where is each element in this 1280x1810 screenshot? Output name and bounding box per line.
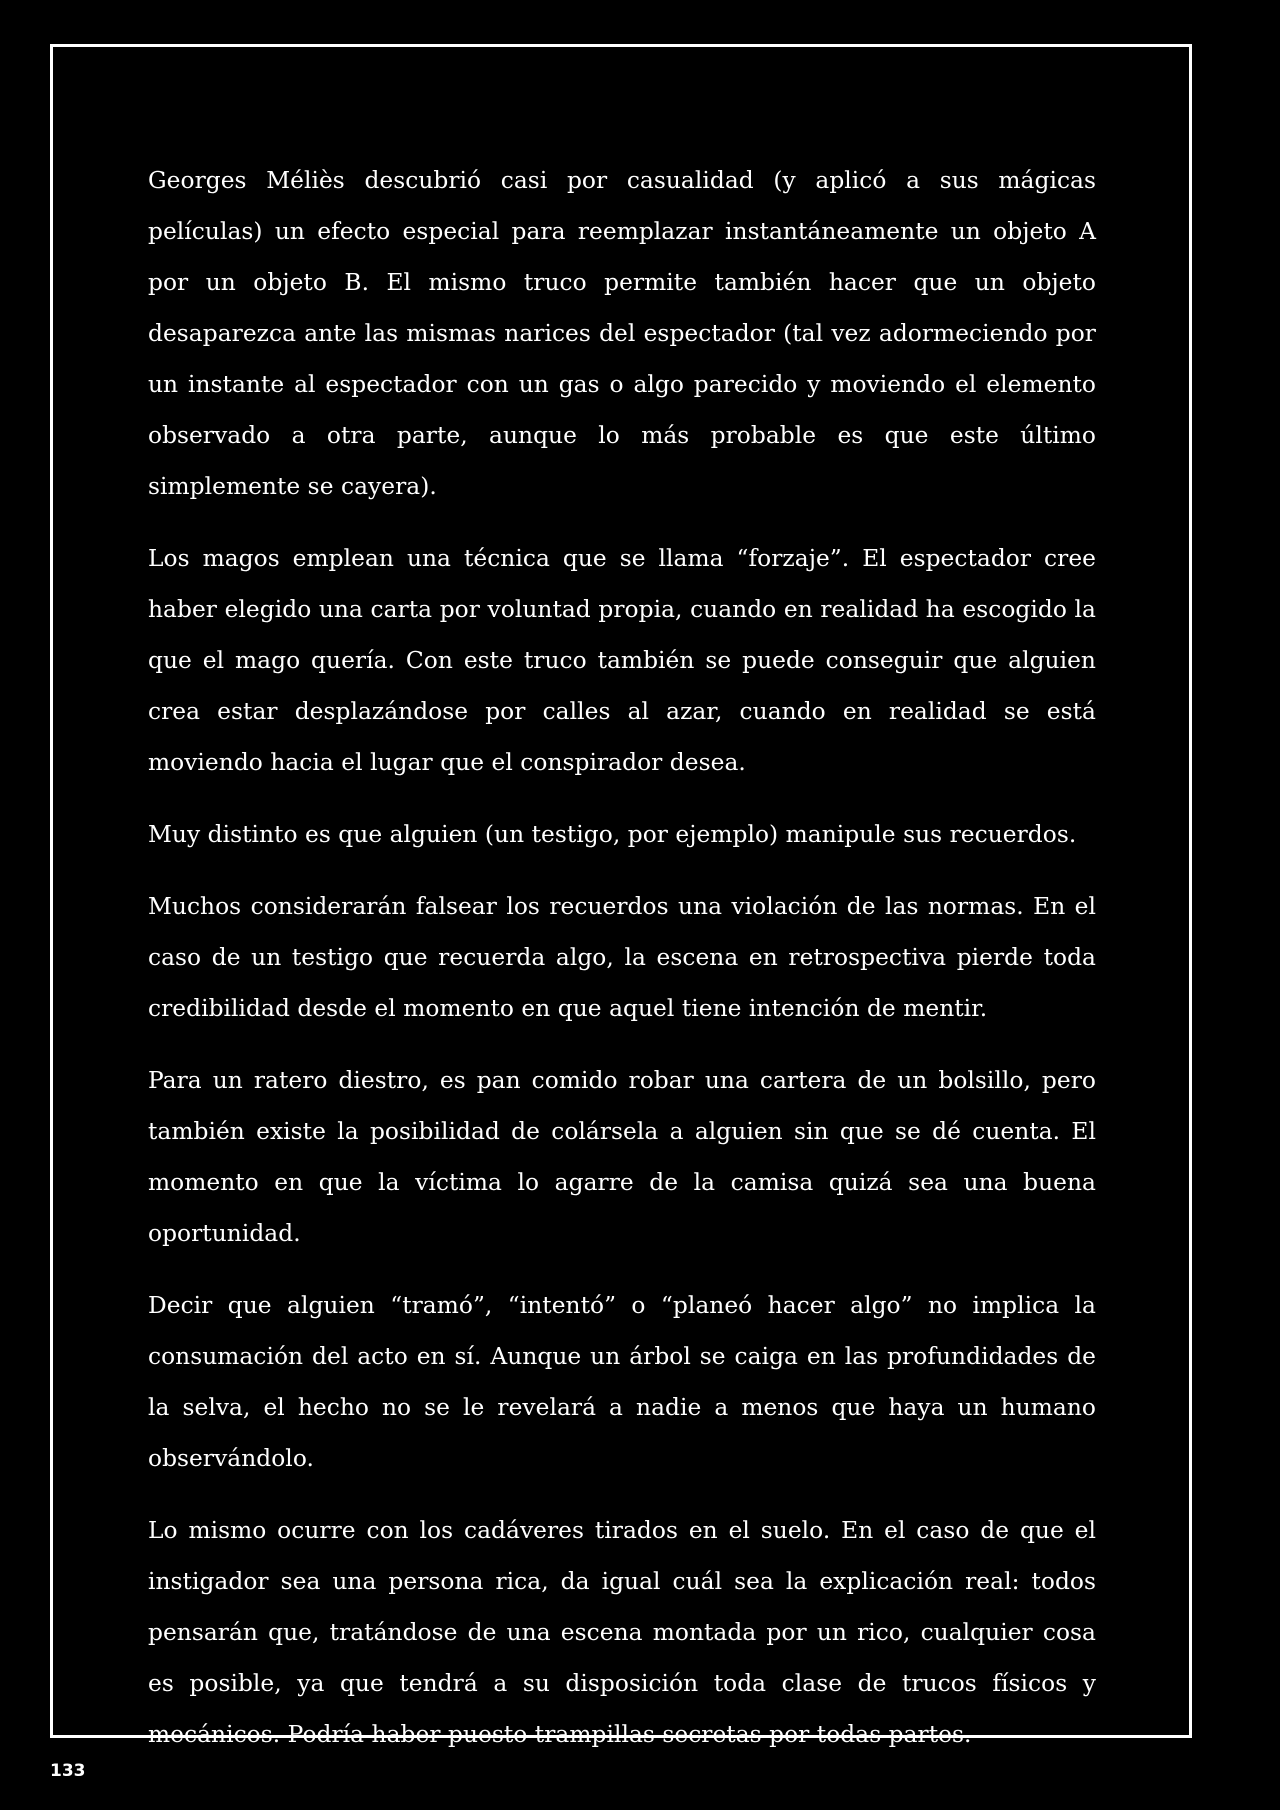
body-text: [148, 155, 1096, 1781]
paragraph-6: Decir que alguien “tramó”, “intentó” o “planeó hacer algo” no implica la consumación del acto en sí. Aunque un árbol se caiga en las profundidades de la selva, el hecho no se le revelará a nadie a menos que haya un humano observándolo.: [148, 1292, 1096, 1472]
paragraph-3: Muy distinto es que alguien (un testigo, por ejemplo) manipule sus recuerdos.: [148, 821, 1077, 848]
paragraph-2: Los magos emplean una técnica que se llama “forzaje”. El espectador cree haber elegido una carta por voluntad propia, cuando en realidad ha escogido la que el mago quería. Con este truco también se puede conseguir que alguien crea estar desplazándose por calles al azar, cuando en realidad se está moviendo hacia el lugar que el conspirador desea.: [148, 545, 1096, 776]
page-number: 133: [50, 1761, 86, 1781]
paragraph-1: Georges Méliès descubrió casi por casualidad (y aplicó a sus mágicas películas) un efecto especial para reemplazar instantáneamente un objeto A por un objeto B. El mismo truco permite también hacer que un objeto desaparezca ante las mismas narices del espectador (tal vez adormeciendo por un instante al espectador con un gas o algo parecido y moviendo el elemento observado a otra parte, aunque lo más probable es que este último simplemente se cayera).: [148, 167, 1096, 500]
paragraph-5: Para un ratero diestro, es pan comido robar una cartera de un bolsillo, pero también existe la posibilidad de colársela a alguien sin que se dé cuenta. El momento en que la víctima lo agarre de la camisa quizá sea una buena oportunidad.: [148, 1067, 1096, 1247]
paragraph-7: Lo mismo ocurre con los cadáveres tirados en el suelo. En el caso de que el instigador sea una persona rica, da igual cuál sea la explicación real: todos pensarán que, tratándose de una escena montada por un rico, cualquier cosa es posible, ya que tendrá a su disposición toda clase de trucos físicos y mecánicos. Podría haber puesto trampillas secretas por todas partes.: [148, 1517, 1096, 1748]
paragraph-4: Muchos considerarán falsear los recuerdos una violación de las normas. En el caso de un testigo que recuerda algo, la escena en retrospectiva pierde toda credibilidad desde el momento en que aquel tiene intención de mentir.: [148, 893, 1096, 1022]
